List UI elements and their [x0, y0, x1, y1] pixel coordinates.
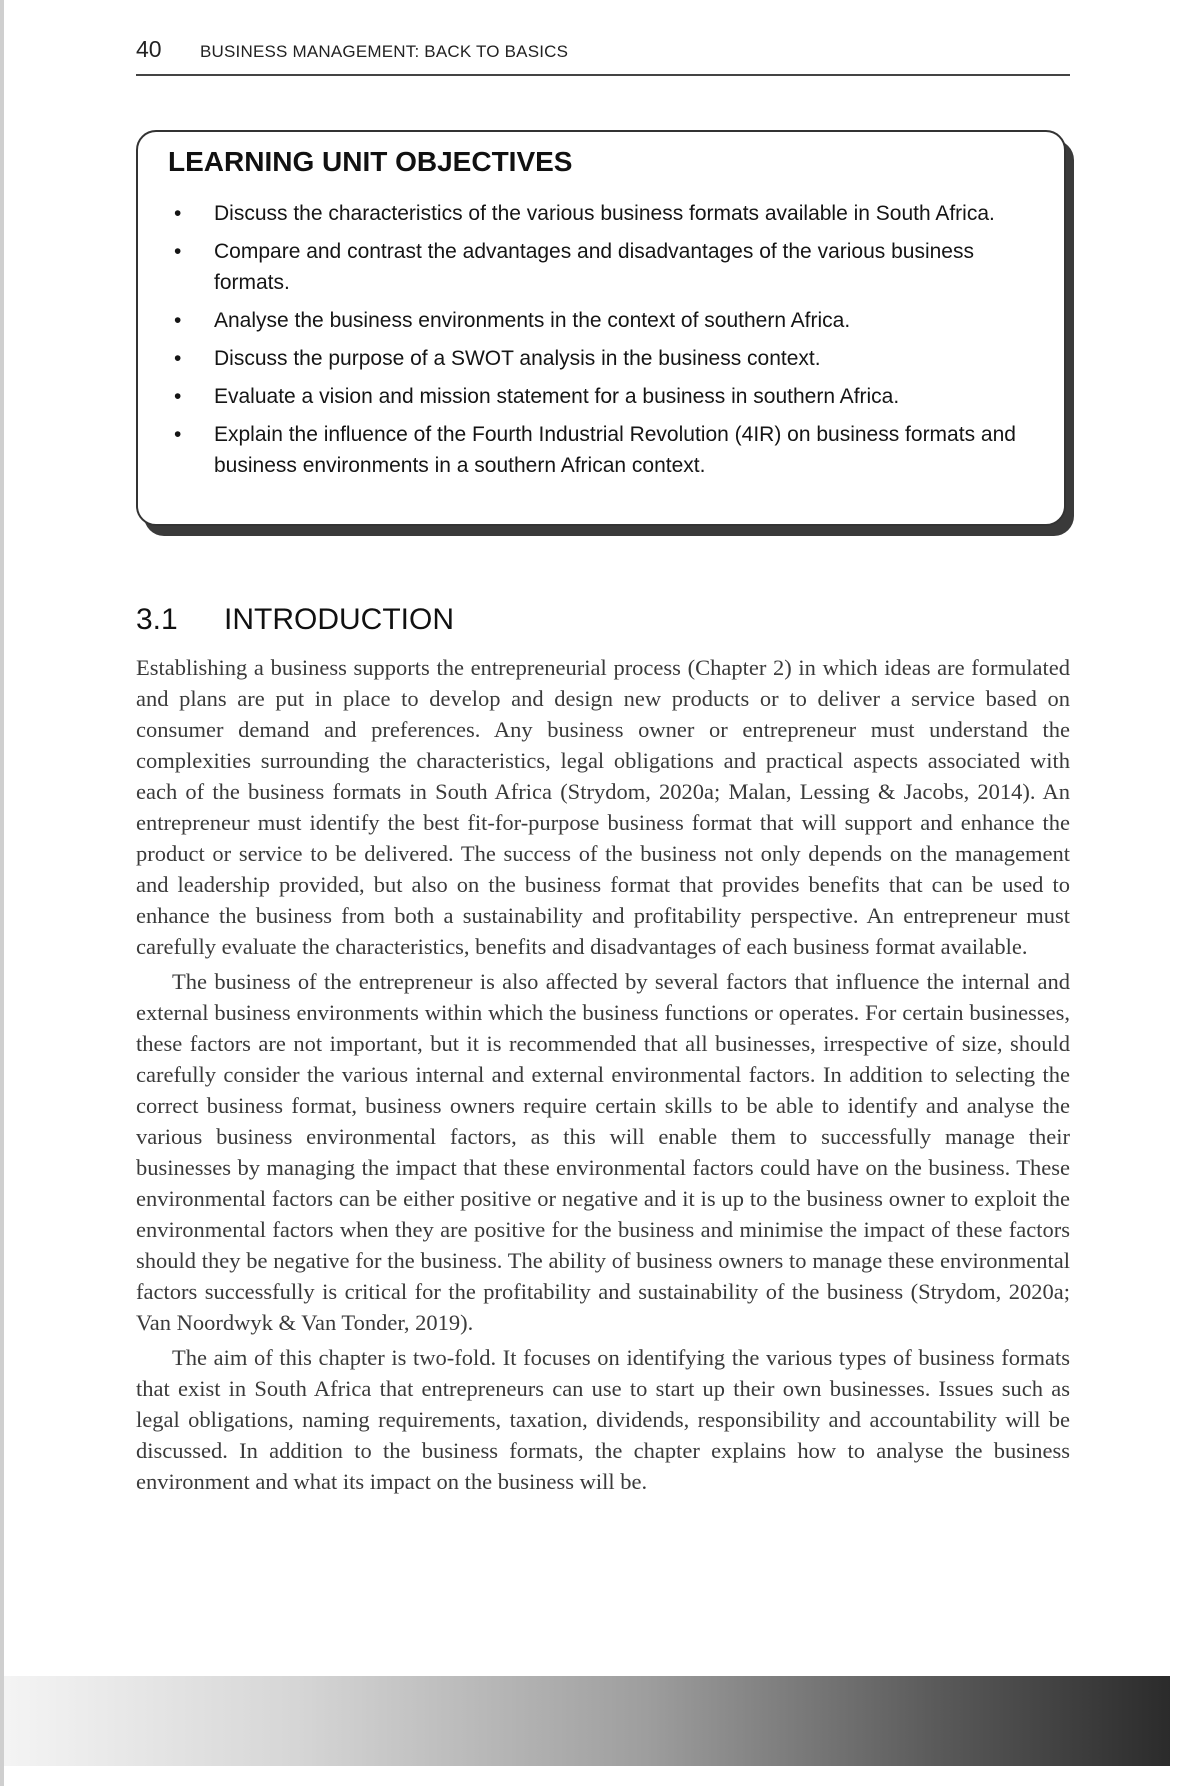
objective-item [168, 198, 1028, 229]
objectives-title: LEARNING UNIT OBJECTIVES [168, 146, 573, 177]
objectives-list [168, 198, 1028, 488]
paragraph: The business of the entrepreneur is also affected by several factors that influence the internal and external business environments within which the business functions or operates. For certain businesses, these factors are not important, but it is recommended that all businesses, irrespective of size, should carefully consider the various internal and external environmental factors. In addition to selecting the correct business format, business owners require certain skills to be able to identify and analyse the various business environmental factors, as this will enable them to successfully manage their businesses by managing the impact that these environmental factors could have on the business. These environmental factors can be either positive or negative and it is up to the business owner to exploit the environmental factors when they are positive for the business and minimise the impact of these factors should they be negative for the business. The ability of business owners to manage these environmental factors successfully is critical for the profitability and sustainability of the business (Strydom, 2020a; Van Noordwyk & Van Tonder, 2019). [136, 969, 1070, 1335]
objective-text: Evaluate a vision and mission statement for a business in southern Africa. [214, 385, 900, 408]
bullet-icon: • [174, 423, 182, 446]
objective-item [168, 236, 1028, 298]
page-header [136, 34, 1070, 76]
footer-gradient-band [4, 1676, 1170, 1766]
objective-text: Compare and contrast the advantages and disadvantages of the various business formats. [214, 240, 974, 294]
paragraph: Establishing a business supports the entrepreneurial process (Chapter 2) in which ideas are formulated and plans are put in place to develop and design new products or to deliver a service based on consumer demand and preferences. Any business owner or entrepreneur must understand the complexities surrounding the characteristics, legal obligations and practical aspects associated with each of the business formats in South Africa (Strydom, 2020a; Malan, Lessing & Jacobs, 2014). An entrepreneur must identify the best fit-for-purpose business format that will support and enhance the product or service to be delivered. The success of the business not only depends on the management and leadership provided, but also on the business format that provides benefits that can be used to enhance the business from both a sustainability and profitability perspective. An entrepreneur must carefully evaluate the characteristics, benefits and disadvantages of each business format available. [136, 655, 1070, 959]
bullet-icon: • [174, 309, 182, 332]
objective-item [168, 381, 1028, 412]
bullet-icon: • [174, 202, 182, 225]
objective-item [168, 305, 1028, 336]
running-head: BUSINESS MANAGEMENT: BACK TO BASICS [200, 42, 569, 61]
bullet-icon: • [174, 385, 182, 408]
section-title: INTRODUCTION [224, 603, 454, 636]
objective-text: Discuss the purpose of a SWOT analysis in the business context. [214, 347, 821, 370]
page-number: 40 [136, 36, 162, 62]
paragraph: The aim of this chapter is two-fold. It focuses on identifying the various types of business formats that exist in South Africa that entrepreneurs can use to start up their own businesses. Issues such as legal obligations, naming requirements, taxation, dividends, responsibility and accountability will be discussed. In addition to the business formats, the chapter explains how to analyse the business environment and what its impact on the business will be. [136, 1345, 1070, 1494]
body-text [136, 652, 1070, 1501]
objective-item [168, 419, 1028, 481]
bullet-icon: • [174, 240, 182, 263]
section-number: 3.1 [136, 603, 178, 636]
objective-item [168, 343, 1028, 374]
page-edge-rule [0, 0, 4, 1786]
objective-text: Explain the influence of the Fourth Industrial Revolution (4IR) on business formats and business environments in a southern African context. [214, 423, 1016, 477]
objectives-box [136, 130, 1066, 526]
section-heading [136, 603, 454, 637]
objective-text: Discuss the characteristics of the various business formats available in South Africa. [214, 202, 995, 225]
bullet-icon: • [174, 347, 182, 370]
objective-text: Analyse the business environments in the context of southern Africa. [214, 309, 851, 332]
